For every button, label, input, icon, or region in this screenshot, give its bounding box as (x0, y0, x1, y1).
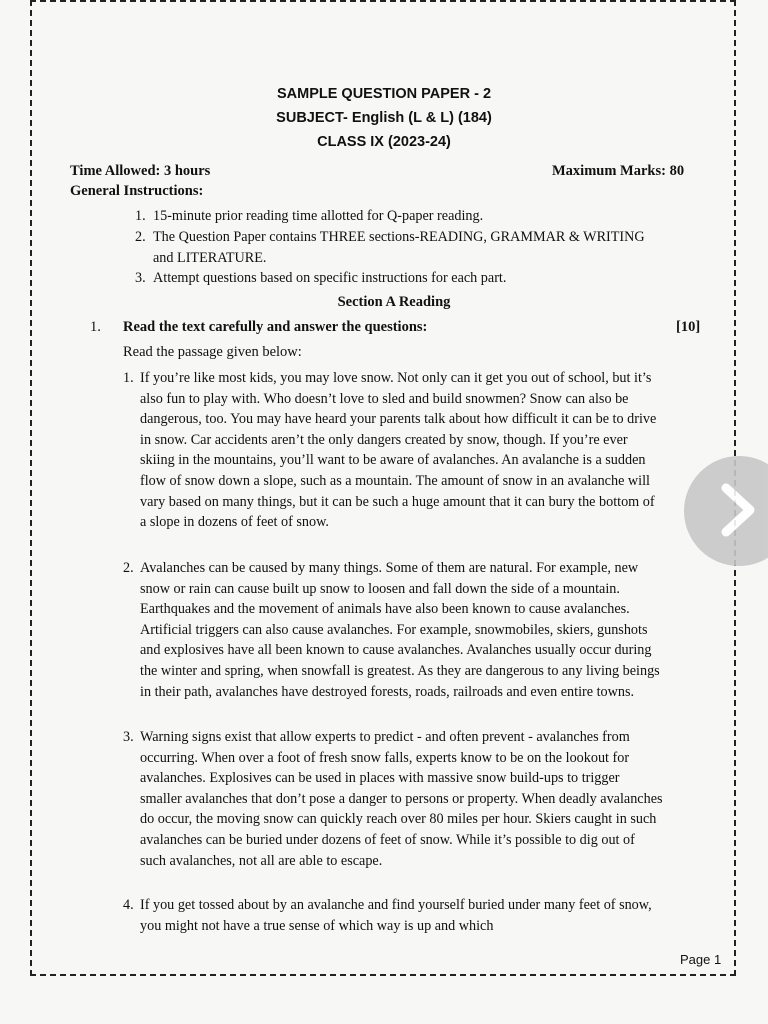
instruction-item (135, 206, 655, 227)
paragraph-number: 1. (123, 370, 134, 386)
paper-class: CLASS IX (2023-24) (317, 134, 451, 150)
passage-paragraph (123, 558, 663, 702)
passage-paragraph (123, 727, 663, 871)
paper-title: SAMPLE QUESTION PAPER - 2 (276, 86, 492, 102)
passage-paragraph (123, 368, 663, 533)
page-number: Page 1 (680, 952, 722, 967)
instruction-number: 1. (135, 208, 146, 224)
question-number: 1. (90, 319, 101, 335)
general-instructions-heading: General Instructions: (70, 183, 204, 199)
paragraph-number: 3. (123, 729, 134, 745)
instruction-text: The Question Paper contains THREE sections-READING, GRAMMAR & WRITING and LITERATURE. (153, 229, 645, 266)
paragraph-text: Warning signs exist that allow experts to predict - and often prevent - avalanches from occurring. When over a foot of fresh snow falls, experts know to be on the lookout for avalanches. Explosives can be used in places with massive snow build-ups to trigger smaller avalanches that don’t pose a danger to persons or property. When deadly avalanches do occur, the moving snow can quickly reach over 80 miles per hour. Skiers caught in such avalanches can be buried under dozens of feet of snow. While it’s possible to dig out of such avalanches, not all are able to escape. (140, 729, 663, 869)
chevron-right-icon (712, 482, 762, 538)
instruction-item (135, 268, 655, 289)
paper-subject: SUBJECT- English (L & L) (184) (276, 110, 492, 126)
paragraph-text: If you’re like most kids, you may love snow. Not only can it get you out of school, but it’s also fun to play with. Who doesn’t love to sled and build snowmen? Snow can also be dangerous, too. You may have heard your parents talk about how difficult it can be to drive in snow. Car accidents aren’t the only dangers created by snow, though. If you’re ever skiing in the mountains, you’ll want to be aware of avalanches. An avalanche is a sudden flow of snow down a slope, such as a mountain. The amount of snow in an avalanche will vary based on many things, but it can be such a huge amount that it can bury the bottom of a slope in dozens of feet of snow. (140, 370, 657, 531)
question-marks: [10] (676, 319, 701, 335)
paragraph-text: Avalanches can be caused by many things. Some of them are natural. For example, new snow or rain can cause built up snow to loosen and fall down the side of a mountain. Earthquakes and the movement of animals have also been known to cause avalanches. Artificial triggers can also cause avalanches. For example, snowmobiles, skiers, gunshots and explosives have all been known to cause avalanches. Avalanches usually occur during the winter and spring, when snowfall is greatest. As they are dangerous to any living beings in their path, avalanches have destroyed forests, roads, railroads and even entire towns. (140, 560, 660, 700)
question-text: Read the text carefully and answer the questions: (123, 319, 428, 335)
paragraph-number: 2. (123, 560, 134, 576)
instruction-text: Attempt questions based on specific instructions for each part. (153, 270, 507, 286)
passage-intro: Read the passage given below: (123, 344, 302, 360)
section-heading: Section A Reading (337, 294, 451, 310)
time-allowed: Time Allowed: 3 hours (70, 163, 211, 179)
paragraph-number: 4. (123, 897, 134, 913)
instruction-item (135, 227, 655, 268)
paragraph-text: If you get tossed about by an avalanche and find yourself buried under many feet of snow, you might not have a true sense of which way is up and which (140, 897, 652, 934)
passage-paragraph (123, 895, 663, 936)
instruction-text: 15-minute prior reading time allotted for Q-paper reading. (153, 208, 484, 224)
maximum-marks: Maximum Marks: 80 (552, 163, 685, 179)
instruction-number: 2. (135, 229, 146, 245)
instruction-number: 3. (135, 270, 146, 286)
